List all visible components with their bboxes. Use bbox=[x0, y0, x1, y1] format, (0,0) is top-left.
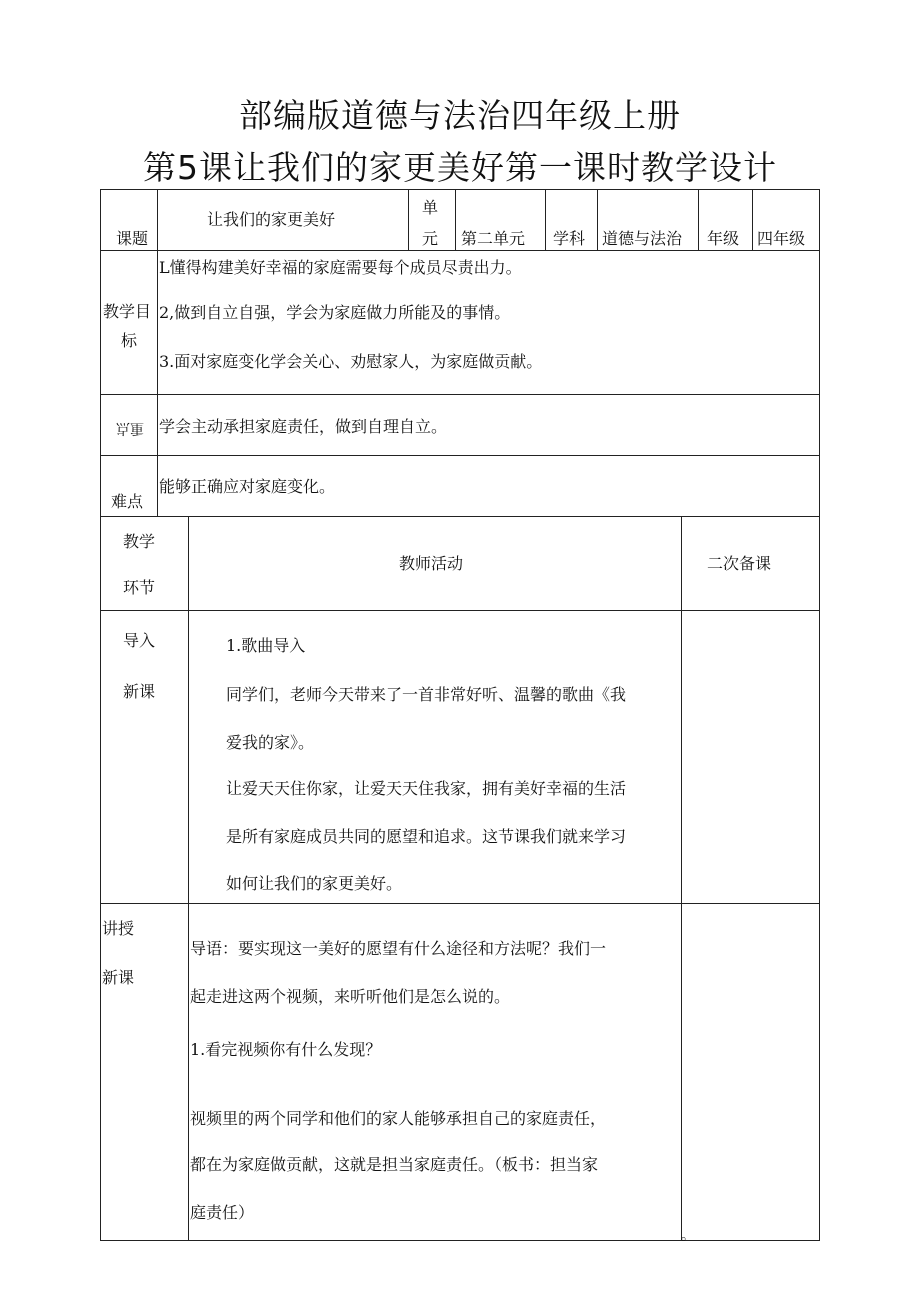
table-rule bbox=[100, 189, 101, 1241]
teach-line: 起走进这两个视频，来听听他们是怎么说的。 bbox=[190, 987, 511, 1006]
key-point-text: 学会主动承担家庭责任，做到自理自立。 bbox=[159, 417, 448, 436]
intro-line: 同学们，老师今天带来了一首非常好听、温馨的歌曲《我 bbox=[226, 685, 627, 704]
subject-value: 道德与法治 bbox=[602, 229, 683, 248]
grade-label: 年级 bbox=[707, 229, 740, 248]
teach-line: 导语：要实现这一美好的愿望有什么途径和方法呢？我们一 bbox=[190, 939, 607, 958]
stage-header-2: 环节 bbox=[123, 578, 156, 597]
objectives-label-1: 教学目 bbox=[103, 302, 152, 321]
table-rule bbox=[100, 394, 820, 395]
table-rule bbox=[752, 189, 753, 250]
document-title-line-2: 第5课让我们的家更美好第一课时教学设计 bbox=[143, 148, 777, 187]
document-title-line-1: 部编版道德与法治四年级上册 bbox=[239, 96, 681, 135]
table-rule bbox=[100, 1240, 820, 1241]
teach-stage-label-1: 讲授 bbox=[102, 919, 135, 938]
table-rule bbox=[681, 516, 682, 1241]
teacher-activity-header: 教师活动 bbox=[399, 554, 464, 573]
table-rule bbox=[698, 189, 699, 250]
table-rule bbox=[408, 189, 409, 250]
teach-stage-label-2: 新课 bbox=[102, 968, 135, 987]
table-rule bbox=[597, 189, 598, 250]
stage-header-1: 教学 bbox=[123, 532, 156, 551]
unit-label-1: 单 bbox=[422, 198, 439, 217]
table-rule bbox=[819, 189, 820, 1241]
teach-line: 庭责任） bbox=[190, 1203, 255, 1222]
teach-line: 视频里的两个同学和他们的家人能够承担自己的家庭责任， bbox=[190, 1109, 607, 1128]
intro-line: 是所有家庭成员共同的愿望和追求。这节课我们就来学习 bbox=[226, 827, 627, 846]
topic-value: 让我们的家更美好 bbox=[207, 210, 336, 229]
difficulty-label: 难点 bbox=[111, 492, 144, 511]
intro-stage-label-1: 导入 bbox=[123, 631, 156, 650]
table-rule bbox=[100, 610, 820, 611]
key-point-label: 重点 bbox=[116, 420, 144, 436]
objective-item: 3.面对家庭变化学会关心、劝慰家人，为家庭做贡献。 bbox=[159, 352, 543, 371]
intro-line: 爱我的家》。 bbox=[226, 733, 315, 752]
objective-item: L懂得构建美好幸福的家庭需要每个成员尽责出力。 bbox=[159, 258, 522, 277]
intro-line: 让爱天天住你家，让爱天天住我家，拥有美好幸福的生活 bbox=[226, 779, 627, 798]
table-rule bbox=[188, 516, 189, 1241]
unit-label-2: 元 bbox=[422, 229, 439, 248]
table-rule bbox=[100, 250, 820, 251]
table-rule bbox=[100, 189, 820, 190]
subject-label: 学科 bbox=[553, 229, 586, 248]
second-prep-header: 二次备课 bbox=[707, 554, 772, 573]
table-rule bbox=[455, 189, 456, 250]
table-rule bbox=[157, 189, 158, 516]
intro-line: 如何让我们的家更美好。 bbox=[226, 874, 403, 893]
intro-stage-label-2: 新课 bbox=[123, 682, 156, 701]
table-rule bbox=[545, 189, 546, 250]
objectives-label-2: 标 bbox=[121, 331, 138, 350]
intro-line: 1.歌曲导入 bbox=[226, 636, 306, 655]
difficulty-text: 能够正确应对家庭变化。 bbox=[159, 477, 336, 496]
objective-item: 2,做到自立自强，学会为家庭做力所能及的事情。 bbox=[159, 303, 511, 322]
unit-value: 第二单元 bbox=[461, 229, 526, 248]
teach-line: 1.看完视频你有什么发现？ bbox=[190, 1040, 382, 1059]
teach-line: 都在为家庭做贡献，这就是担当家庭责任。（板书：担当家 bbox=[190, 1155, 599, 1174]
table-rule bbox=[100, 516, 820, 517]
table-rule bbox=[100, 903, 820, 904]
topic-label: 课题 bbox=[116, 229, 149, 248]
grade-value: 四年级 bbox=[757, 229, 806, 248]
table-rule bbox=[100, 455, 820, 456]
trailing-period-mark: 。 bbox=[681, 1228, 695, 1244]
